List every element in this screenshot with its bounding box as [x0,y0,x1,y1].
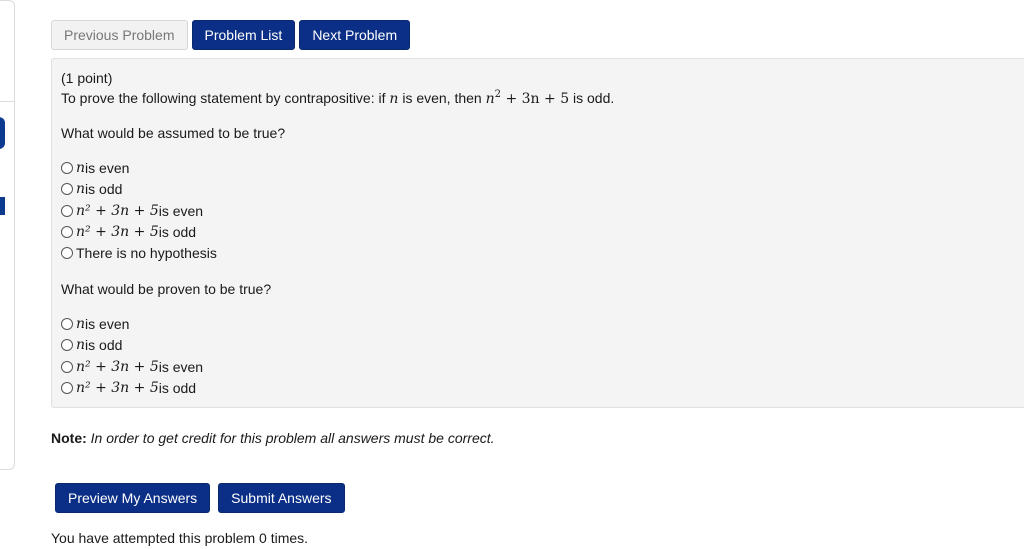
previous-problem-button[interactable]: Previous Problem [51,20,188,50]
option-text: is odd [85,181,123,197]
option-proven-expr-even[interactable] [61,358,203,376]
option-text: is odd [158,224,197,240]
option-math: n [76,181,86,197]
credit-note [51,430,495,446]
submit-answers-button[interactable]: Submit Answers [218,483,344,513]
option-assumed-expr-odd[interactable] [61,223,196,241]
next-problem-button[interactable]: Next Problem [299,20,410,50]
statement-suffix: is odd. [569,90,615,106]
option-math: n² + 3n + 5 [76,380,159,396]
option-proven-n-odd[interactable] [61,336,122,354]
option-math: n² + 3n + 5 [76,359,159,375]
radio-proven-2[interactable] [61,339,73,351]
radio-proven-4[interactable] [61,382,73,394]
option-text: is even [85,160,130,176]
sidebar-active-marker [0,197,5,215]
expr-n: n [485,91,495,107]
sidebar-divider [0,101,14,102]
sidebar-tab-marker[interactable] [0,117,5,149]
option-assumed-n-odd[interactable] [61,180,122,198]
left-sidebar-panel [0,0,15,470]
statement-expression [486,91,570,107]
radio-proven-3[interactable] [61,361,73,373]
statement-mid: is even, then [398,90,486,106]
question-assumed-label: What would be assumed to be true? [61,125,286,141]
option-math: n [76,160,86,176]
answer-actions [55,483,345,513]
option-proven-expr-odd[interactable] [61,379,196,397]
radio-assumed-4[interactable] [61,226,73,238]
statement-prefix: To prove the following statement by contrapositive: if [61,90,390,106]
radio-assumed-2[interactable] [61,183,73,195]
expr-exponent: 2 [494,89,502,100]
option-text: There is no hypothesis [76,245,217,261]
radio-assumed-3[interactable] [61,205,73,217]
radio-assumed-1[interactable] [61,162,73,174]
problem-body [51,58,1024,408]
option-assumed-n-even[interactable] [61,159,129,177]
radio-proven-1[interactable] [61,318,73,330]
note-text: In order to get credit for this problem all answers must be correct. [86,430,495,446]
problem-points: (1 point) [61,70,113,86]
option-assumed-no-hypothesis[interactable] [61,244,217,262]
option-text: is odd [85,337,123,353]
option-text: is even [158,203,204,219]
option-math: n² + 3n + 5 [76,224,159,240]
expr-rest: + 3n + 5 [501,91,570,107]
option-proven-n-even[interactable] [61,315,129,333]
option-math: n [76,316,86,332]
radio-assumed-5[interactable] [61,247,73,259]
option-math: n² + 3n + 5 [76,203,159,219]
option-text: is even [158,359,204,375]
option-math: n [76,337,86,353]
statement-var-n: n [389,91,399,107]
preview-answers-button[interactable]: Preview My Answers [55,483,210,513]
attempts-count-text: You have attempted this problem 0 times. [51,530,309,546]
problem-navigation [51,20,410,50]
problem-list-button[interactable]: Problem List [192,20,296,50]
note-label: Note: [51,430,87,446]
option-text: is even [85,316,130,332]
problem-statement [61,90,614,107]
option-text: is odd [158,380,197,396]
question-proven-label: What would be proven to be true? [61,281,272,297]
option-assumed-expr-even[interactable] [61,202,203,220]
